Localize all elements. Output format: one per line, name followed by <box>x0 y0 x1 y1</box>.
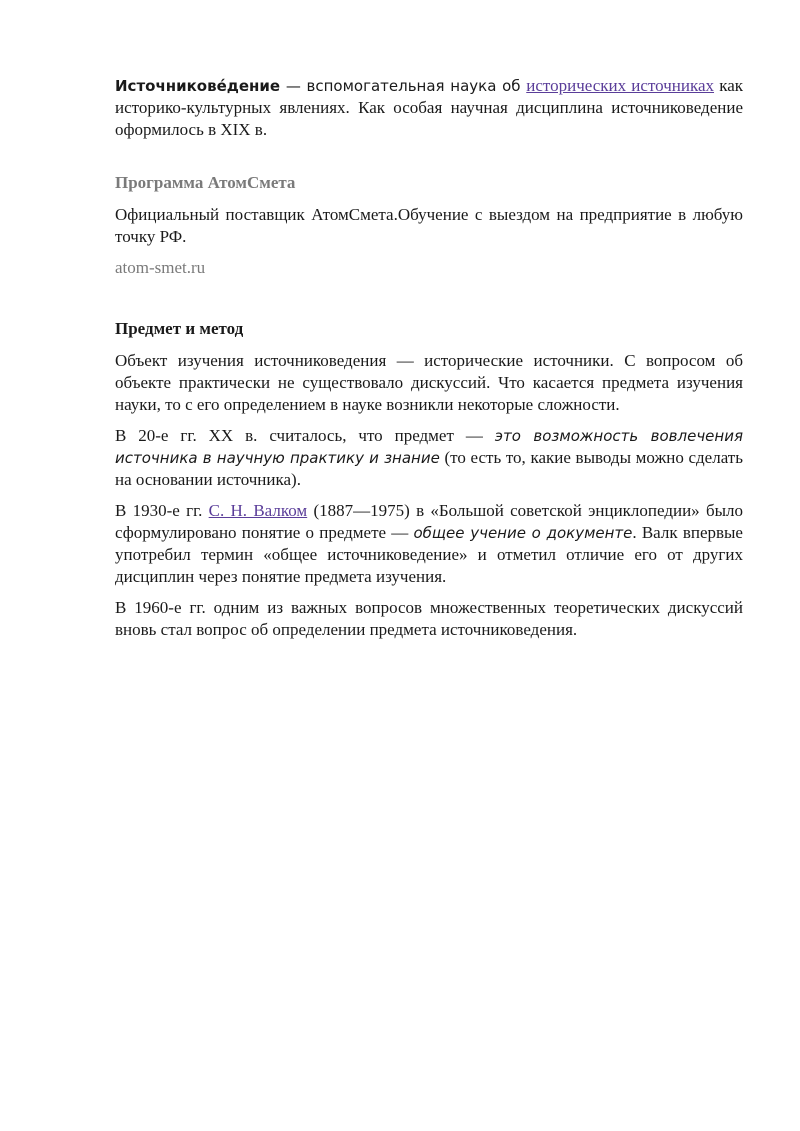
p3-text-c: . Валк впервые употребил термин «общее источниковедение» и отметил отличие его от других дисциплин через понятие предмета изучения. <box>115 523 743 586</box>
section-heading: Предмет и метод <box>115 319 244 338</box>
p3-text-b: (1887—1975) в «Большой советской энциклопедии» было сформулировано понятие о предмете — <box>115 501 744 542</box>
ad-url[interactable]: atom-smet.ru <box>115 258 206 277</box>
p2-emphasis: это возможность вовлечения источника в научную практику и знание <box>115 427 743 467</box>
paragraph-1930s <box>115 500 743 588</box>
paragraph-1960s: В 1960-е гг. одним из важных вопросов множественных теоретических дискуссий вновь стал вопрос об определении предмета источниковедения. <box>115 598 743 639</box>
p2-text-b: (то есть то, какие выводы можно сделать на основании источника). <box>115 448 743 489</box>
historical-sources-link[interactable]: исторических источниках <box>526 76 715 95</box>
paragraph-1920s <box>115 425 743 491</box>
intro-rest-text: как историко-культурных явлениях. Как особая научная дисциплина источниковедение оформилось в XIX в. <box>115 76 744 139</box>
p3-emphasis: общее учение о документе <box>413 524 633 542</box>
intro-paragraph <box>115 75 743 141</box>
ad-text: Официальный поставщик АтомСмета.Обучение с выездом на предприятие в любую точку РФ. <box>115 205 743 246</box>
p3-text-a: В 1930-е гг. <box>115 501 209 520</box>
ad-title[interactable]: Программа АтомСмета <box>115 173 296 192</box>
intro-dash-text: — вспомогательная наука об <box>280 77 527 95</box>
term-title: Источникове́дение <box>115 77 281 95</box>
document-page <box>115 75 743 641</box>
valk-link[interactable]: С. Н. Валком <box>208 501 308 520</box>
paragraph-object: Объект изучения источниковедения — исторические источники. С вопросом об объекте практически не существовало дискуссий. Что касается предмета изучения науки, то с его определением в науке возникли некоторые сложности. <box>115 351 743 414</box>
p2-text-a: В 20-е гг. XX в. считалось, что предмет — <box>115 426 495 445</box>
